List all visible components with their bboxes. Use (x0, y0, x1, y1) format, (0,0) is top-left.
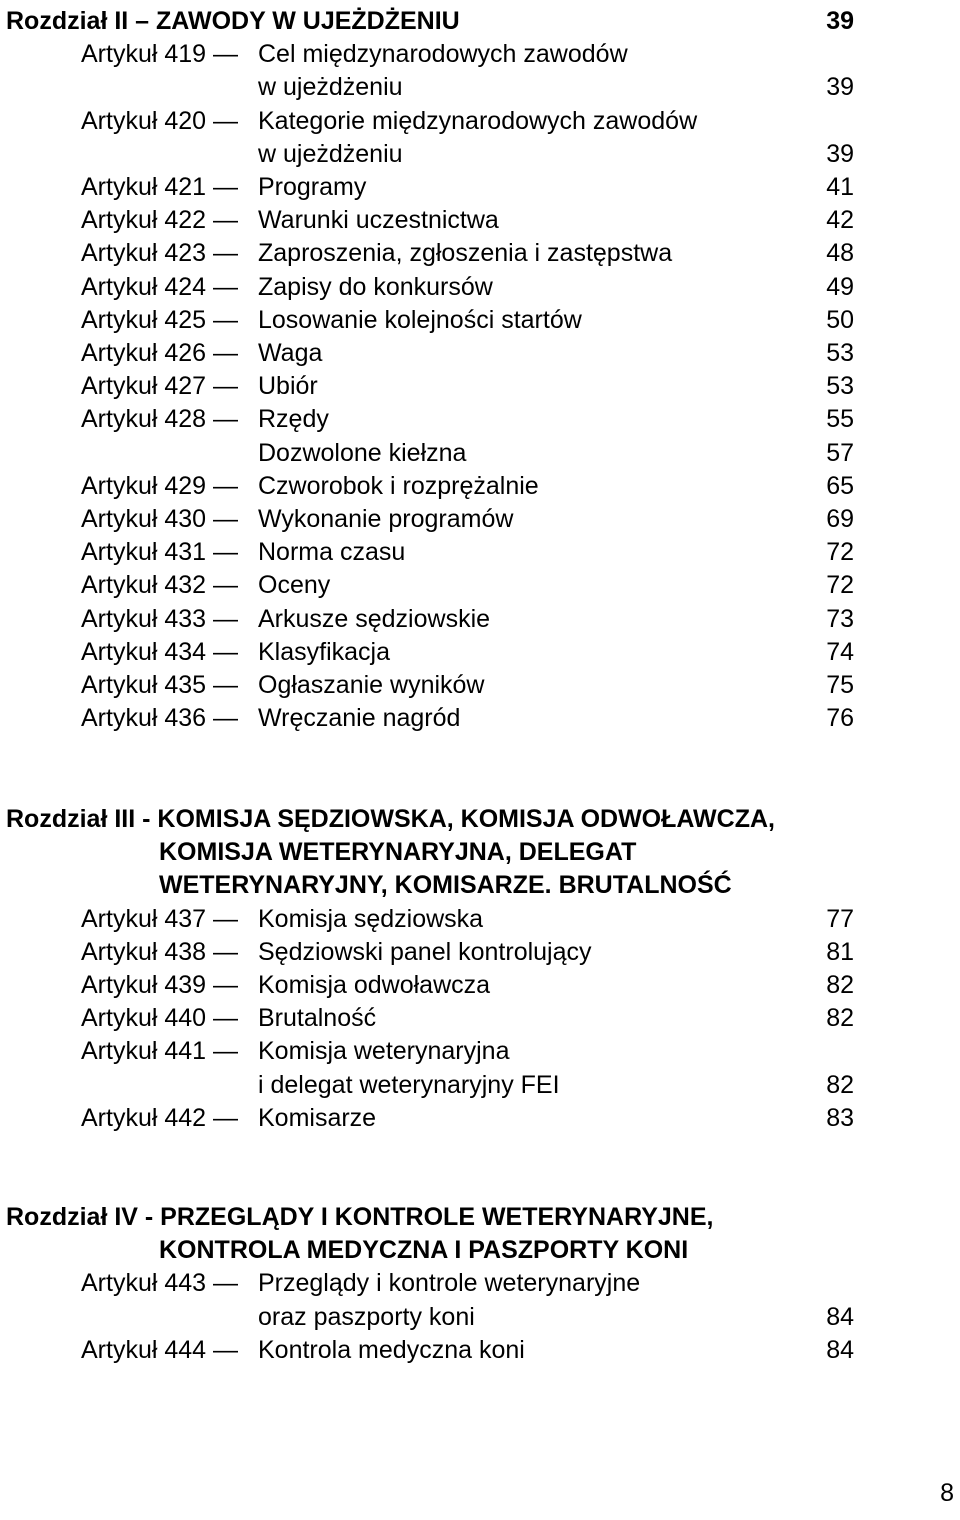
article-page-number: 84 (826, 1335, 854, 1364)
article-page-number: 76 (826, 704, 854, 733)
article-title: Warunki uczestnictwa (258, 206, 499, 235)
article-page-number: 73 (826, 604, 854, 633)
article-number: Artykuł 426 — (81, 339, 239, 368)
article-title: Oceny (258, 571, 331, 600)
article-title: Komisja weterynaryjna (258, 1037, 510, 1066)
article-page-number: 82 (826, 971, 854, 1000)
article-number: Artykuł 431 — (81, 538, 239, 567)
toc-entry[interactable] (6, 105, 854, 138)
toc-entry[interactable] (6, 38, 854, 71)
article-title: Waga (258, 339, 323, 368)
article-page-number: 84 (826, 1302, 854, 1331)
article-title: Wręczanie nagród (258, 704, 461, 733)
article-page-number: 42 (826, 206, 854, 235)
toc-entry[interactable] (6, 636, 854, 669)
toc-entry[interactable] (6, 903, 854, 936)
article-page-number: 53 (826, 339, 854, 368)
article-page-number: 39 (826, 73, 854, 102)
article-title: Norma czasu (258, 538, 406, 567)
article-title: Dozwolone kiełzna (258, 438, 467, 467)
article-number: Artykuł 435 — (81, 671, 239, 700)
chapter-heading[interactable] (6, 5, 854, 38)
article-title: Ubiór (258, 372, 318, 401)
article-page-number: 77 (826, 904, 854, 933)
article-page-number: 50 (826, 305, 854, 334)
article-number: Artykuł 429 — (81, 471, 239, 500)
toc-entry[interactable] (6, 304, 854, 337)
article-number: Artykuł 424 — (81, 272, 239, 301)
article-title: Zaproszenia, zgłoszenia i zastępstwa (258, 239, 673, 268)
toc-entry[interactable] (6, 569, 854, 602)
article-title: Kontrola medyczna koni (258, 1335, 525, 1364)
article-number: Artykuł 441 — (81, 1037, 239, 1066)
toc-entry-continuation[interactable] (6, 1301, 854, 1334)
article-number: Artykuł 423 — (81, 239, 239, 268)
article-number: Artykuł 425 — (81, 305, 239, 334)
toc-entry[interactable] (6, 1334, 854, 1367)
chapter-heading[interactable] (6, 803, 854, 903)
article-title: Wykonanie programów (258, 505, 514, 534)
article-number: Artykuł 439 — (81, 971, 239, 1000)
article-title: oraz paszporty koni (258, 1302, 475, 1331)
article-number: Artykuł 444 — (81, 1335, 239, 1364)
article-title: Sędziowski panel kontrolujący (258, 937, 592, 966)
toc-entry-continuation[interactable] (6, 1069, 854, 1102)
article-page-number: 69 (826, 505, 854, 534)
article-number: Artykuł 421 — (81, 173, 239, 202)
article-page-number: 48 (826, 239, 854, 268)
article-title: Ogłaszanie wyników (258, 671, 485, 700)
article-page-number: 55 (826, 405, 854, 434)
toc-entry[interactable] (6, 204, 854, 237)
article-number: Artykuł 427 — (81, 372, 239, 401)
article-number: Artykuł 436 — (81, 704, 239, 733)
toc-entry[interactable] (6, 1002, 854, 1035)
article-title: Komisja odwoławcza (258, 971, 491, 1000)
toc-entry[interactable] (6, 702, 854, 735)
article-page-number: 75 (826, 671, 854, 700)
toc-entry[interactable] (6, 403, 854, 436)
article-page-number: 57 (826, 438, 854, 467)
article-title: Zapisy do konkursów (258, 272, 493, 301)
chapter-2-section (6, 5, 854, 735)
chapter-3-section (6, 803, 854, 1135)
toc-entry-continuation[interactable] (6, 437, 854, 470)
chapter-4-section (6, 1201, 854, 1367)
article-title: Przeglądy i kontrole weterynaryjne (258, 1269, 641, 1298)
chapter-page-number: 39 (826, 7, 854, 35)
toc-entry[interactable] (6, 936, 854, 969)
article-page-number: 53 (826, 372, 854, 401)
page-number: 8 (940, 1479, 954, 1507)
article-page-number: 39 (826, 139, 854, 168)
article-title: Czworobok i rozprężalnie (258, 471, 539, 500)
article-page-number: 74 (826, 637, 854, 666)
article-number: Artykuł 440 — (81, 1004, 239, 1033)
article-number: Artykuł 438 — (81, 937, 239, 966)
toc-entry[interactable] (6, 1102, 854, 1135)
toc-entry[interactable] (6, 669, 854, 702)
article-title: i delegat weterynaryjny FEI (258, 1070, 560, 1099)
article-title: Kategorie międzynarodowych zawodów (258, 106, 698, 135)
article-page-number: 82 (826, 1070, 854, 1099)
toc-entry[interactable] (6, 337, 854, 370)
toc-entry[interactable] (6, 1267, 854, 1300)
article-page-number: 49 (826, 272, 854, 301)
article-title: w ujeżdżeniu (258, 73, 403, 102)
article-number: Artykuł 432 — (81, 571, 239, 600)
article-title: Brutalność (258, 1004, 377, 1033)
article-number: Artykuł 422 — (81, 206, 239, 235)
article-title: Klasyfikacja (258, 637, 390, 666)
article-number: Artykuł 420 — (81, 106, 239, 135)
toc-entry[interactable] (6, 370, 854, 403)
toc-entry[interactable] (6, 171, 854, 204)
article-page-number: 41 (826, 173, 854, 202)
article-number: Artykuł 430 — (81, 505, 239, 534)
article-page-number: 65 (826, 471, 854, 500)
article-number: Artykuł 419 — (81, 40, 239, 69)
article-title: Komisarze (258, 1103, 377, 1132)
toc-entry-continuation[interactable] (6, 138, 854, 171)
article-title: Losowanie kolejności startów (258, 305, 582, 334)
toc-entry[interactable] (6, 603, 854, 636)
article-number: Artykuł 443 — (81, 1269, 239, 1298)
toc-entry[interactable] (6, 271, 854, 304)
article-page-number: 72 (826, 538, 854, 567)
article-title: Komisja sędziowska (258, 904, 484, 933)
toc-entry[interactable] (6, 536, 854, 569)
article-number: Artykuł 437 — (81, 904, 239, 933)
chapter-heading[interactable] (6, 1201, 854, 1267)
article-page-number: 83 (826, 1103, 854, 1132)
chapter-title: Rozdział III - KOMISJA SĘDZIOWSKA, KOMISJA ODWOŁAWCZA, KOMISJA WETERYNARYJNA, DELEGAT WETERYNARYJNY, KOMISARZE. BRUTALNOŚĆ (6, 805, 775, 900)
article-page-number: 81 (826, 937, 854, 966)
article-title: w ujeżdżeniu (258, 139, 403, 168)
toc-entry[interactable] (6, 503, 854, 536)
article-number: Artykuł 434 — (81, 637, 239, 666)
article-title: Arkusze sędziowskie (258, 604, 491, 633)
toc-entry[interactable] (6, 470, 854, 503)
toc-entry[interactable] (6, 1035, 854, 1068)
toc-entry[interactable] (6, 969, 854, 1002)
article-title: Cel międzynarodowych zawodów (258, 40, 628, 69)
article-number: Artykuł 442 — (81, 1103, 239, 1132)
chapter-title: Rozdział IV - PRZEGLĄDY I KONTROLE WETERYNARYJNE, KONTROLA MEDYCZNA I PASZPORTY KONI (6, 1203, 714, 1265)
article-number: Artykuł 433 — (81, 604, 239, 633)
article-page-number: 82 (826, 1004, 854, 1033)
chapter-title: Rozdział II – ZAWODY W UJEŻDŻENIU (6, 7, 460, 35)
toc-entry-continuation[interactable] (6, 71, 854, 104)
article-title: Programy (258, 173, 367, 202)
article-title: Rzędy (258, 405, 329, 434)
article-number: Artykuł 428 — (81, 405, 239, 434)
article-page-number: 72 (826, 571, 854, 600)
toc-entry[interactable] (6, 237, 854, 270)
